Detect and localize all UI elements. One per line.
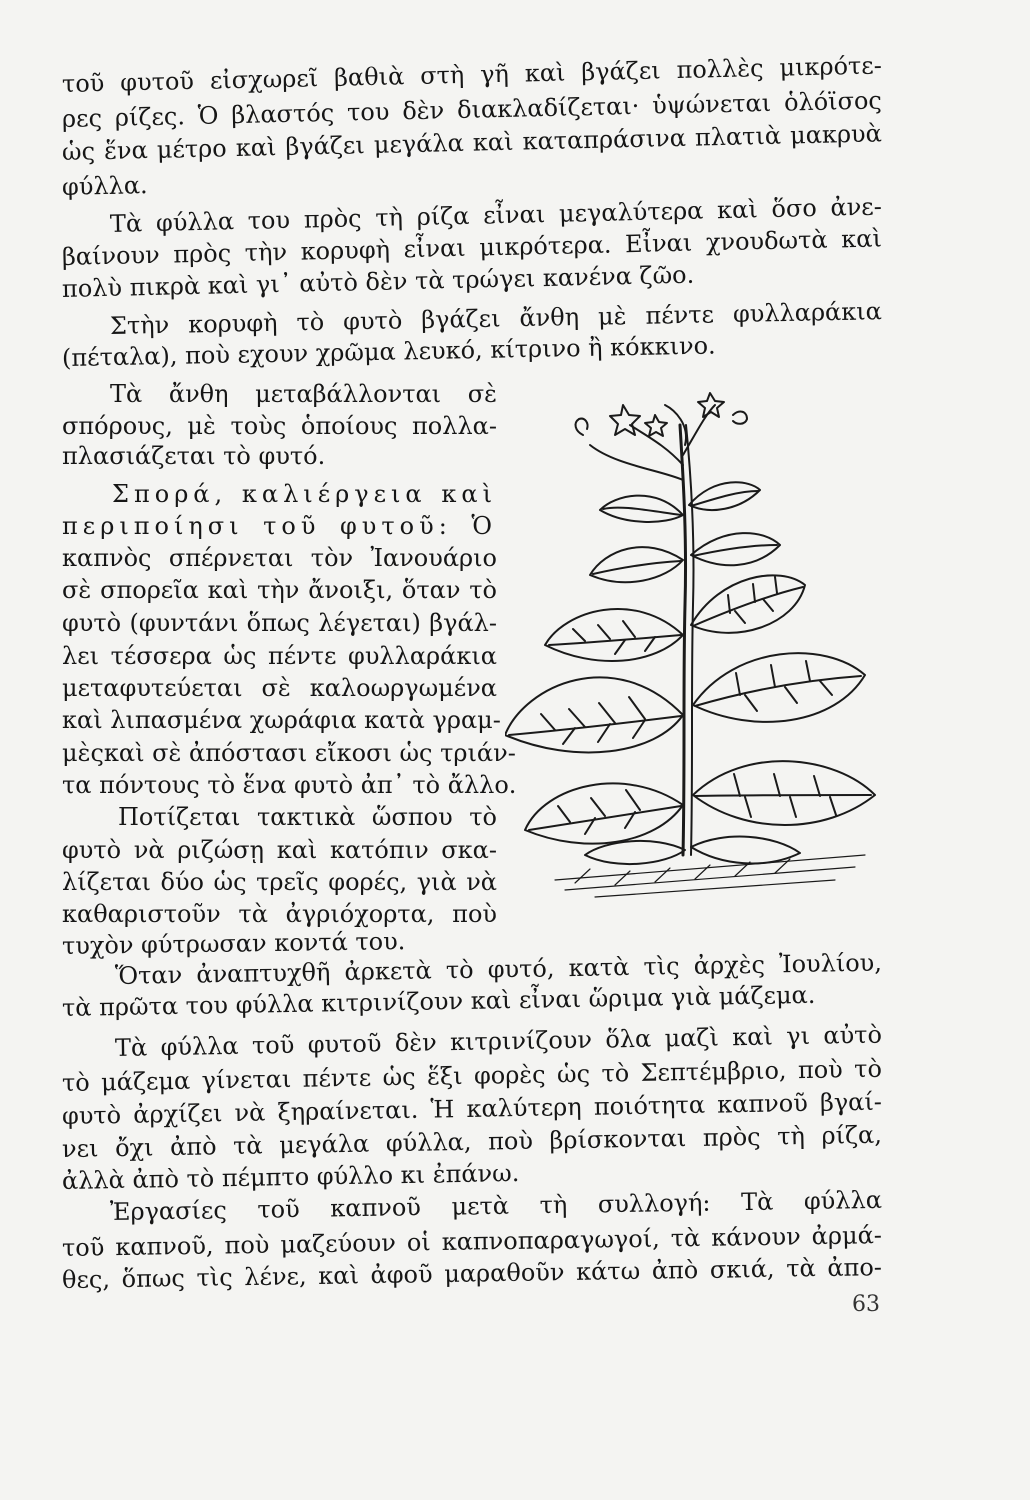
text-line: βαίνουν πρὸς τὴν κορυφὴ εἶναι μικρότερα. Εἶναι χνουδωτὰ καὶ [61, 224, 883, 271]
paragraph-start: Τὰ φύλλα τοῦ φυτοῦ δὲν κιτρινίζουν ὅλα μαζὶ καὶ γι αὐτὸ [114, 1020, 883, 1062]
text-line: τυχὸν φύτρωσαν κοντά του. [61, 927, 406, 960]
text-line: τοῦ καπνοῦ, ποὺ μαζεύουν οἱ καπνοπαραγωγοί, τὰ κάνουν ἀρμά- [61, 1221, 883, 1262]
text-line: τὸ μάζεμα γίνεται πέντε ὡς ἕξι φορὲς ὡς τὸ Σεπτέμβριο, ποὺ τὸ [61, 1054, 883, 1097]
section-heading: Ἐργασίες τοῦ καπνοῦ μετὰ τὴ συλλογή: Τὰ φύλλα [109, 1185, 883, 1226]
text-line: λίζεται δύο ὡς τρεῖς φορές, γιὰ νὰ [62, 868, 497, 896]
paragraph-start: Τὰ φύλλα του πρὸς τὴ ρίζα εἶναι μεγαλύτερα καὶ ὅσο ἀνε- [109, 192, 883, 238]
text-line: μεταφυτεύεται σὲ καλοωργωμένα [62, 674, 497, 702]
section-heading: περιποίησι τοῦ φυτοῦ: Ὁ [62, 512, 497, 540]
text-line: φυτὸ νὰ ριζώσῃ καὶ κατόπιν σκα- [62, 836, 497, 864]
text-line: μὲςκαὶ σὲ ἀπόστασι εἴκοσι ὡς τριάν- [62, 739, 516, 767]
text-line: καὶ λιπασμένα χωράφια κατὰ γραμ- [62, 706, 501, 734]
text-line: σὲ σπορεῖα καὶ τὴν ἄνοιξι, ὅταν τὸ [62, 576, 497, 604]
text-line: πλασιάζεται τὸ φυτό. [62, 442, 326, 470]
text-line: φύλλα. [61, 171, 148, 201]
paragraph-start: Ὅταν ἀναπτυχθῆ ἀρκετὰ τὸ φυτό, κατὰ τὶς ἀρχὲς Ἰουλίου, [114, 948, 883, 990]
page-number: 63 [852, 1292, 880, 1317]
text-line: σπόρους, μὲ τοὺς ὁποίους πολλα- [62, 412, 497, 440]
paragraph-start: Τὰ ἄνθη μεταβάλλονται σὲ [110, 380, 497, 408]
text-line: θες, ὅπως τὶς λένε, καὶ ἀφοῦ μαραθοῦν κάτω ἀπὸ σκιά, τὰ ἀπο- [61, 1253, 883, 1294]
text-line: ἀλλὰ ἀπὸ τὸ πέμπτο φύλλο κι ἐπάνω. [61, 1159, 520, 1195]
text-line: καθαριστοῦν τὰ ἀγριόχορτα, ποὺ [62, 900, 497, 928]
section-heading: Σπορά, καλιέργεια καὶ [112, 480, 497, 508]
text-line: τα πόντους τὸ ἕνα φυτὸ ἀπ᾽ τὸ ἄλλο. [62, 771, 517, 799]
text-line: νει ὄχι ἀπὸ τὰ μεγάλα φύλλα, ποὺ βρίσκονται πρὸς τὴ ρίζα, [61, 1120, 883, 1163]
text-line: πολὺ πικρὰ καὶ γι᾽ αὐτὸ δὲν τὰ τρώγει κανένα ζῶο. [61, 260, 695, 303]
text-line: τοῦ φυτοῦ εἰσχωρεῖ βαθιὰ στὴ γῆ καὶ βγάζει πολλὲς μικρότε- [61, 51, 883, 98]
text-line: ρες ρίζες. Ὁ βλαστός του δὲν διακλαδίζεται· ὑψώνεται ὁλόϊσος [61, 86, 883, 133]
text-line: φυτὸ (φυντάνι ὅπως λέγεται) βγάλ- [62, 609, 497, 637]
text-line: τὰ πρῶτα του φύλλα κιτρινίζουν καὶ εἶναι ὥριμα γιὰ μάζεμα. [61, 980, 816, 1022]
text-line: (πέταλα), ποὺ εχουν χρῶμα λευκό, κίτρινο ἢ κόκκινο. [61, 331, 716, 372]
text-line: καπνὸς σπέρνεται τὸν Ἰανουάριο [62, 544, 497, 572]
text-line: φυτὸ ἀρχίζει νὰ ξηραίνεται. Ἡ καλύτερη ποιότητα καπνοῦ βγαί- [61, 1087, 883, 1130]
tobacco-plant-illustration [505, 385, 905, 915]
paragraph-start: Ποτίζεται τακτικὰ ὥσπου τὸ [118, 803, 497, 831]
paragraph-start: Στὴν κορυφὴ τὸ φυτὸ βγάζει ἄνθη μὲ πέντε φυλλαράκια [109, 297, 883, 340]
text-line: ὡς ἕνα μέτρο καὶ βγάζει μεγάλα καὶ καταπράσινα πλατιὰ μακρυὰ [61, 119, 883, 166]
text-line: λει τέσσερα ὡς πέντε φυλλαράκια [62, 642, 497, 670]
